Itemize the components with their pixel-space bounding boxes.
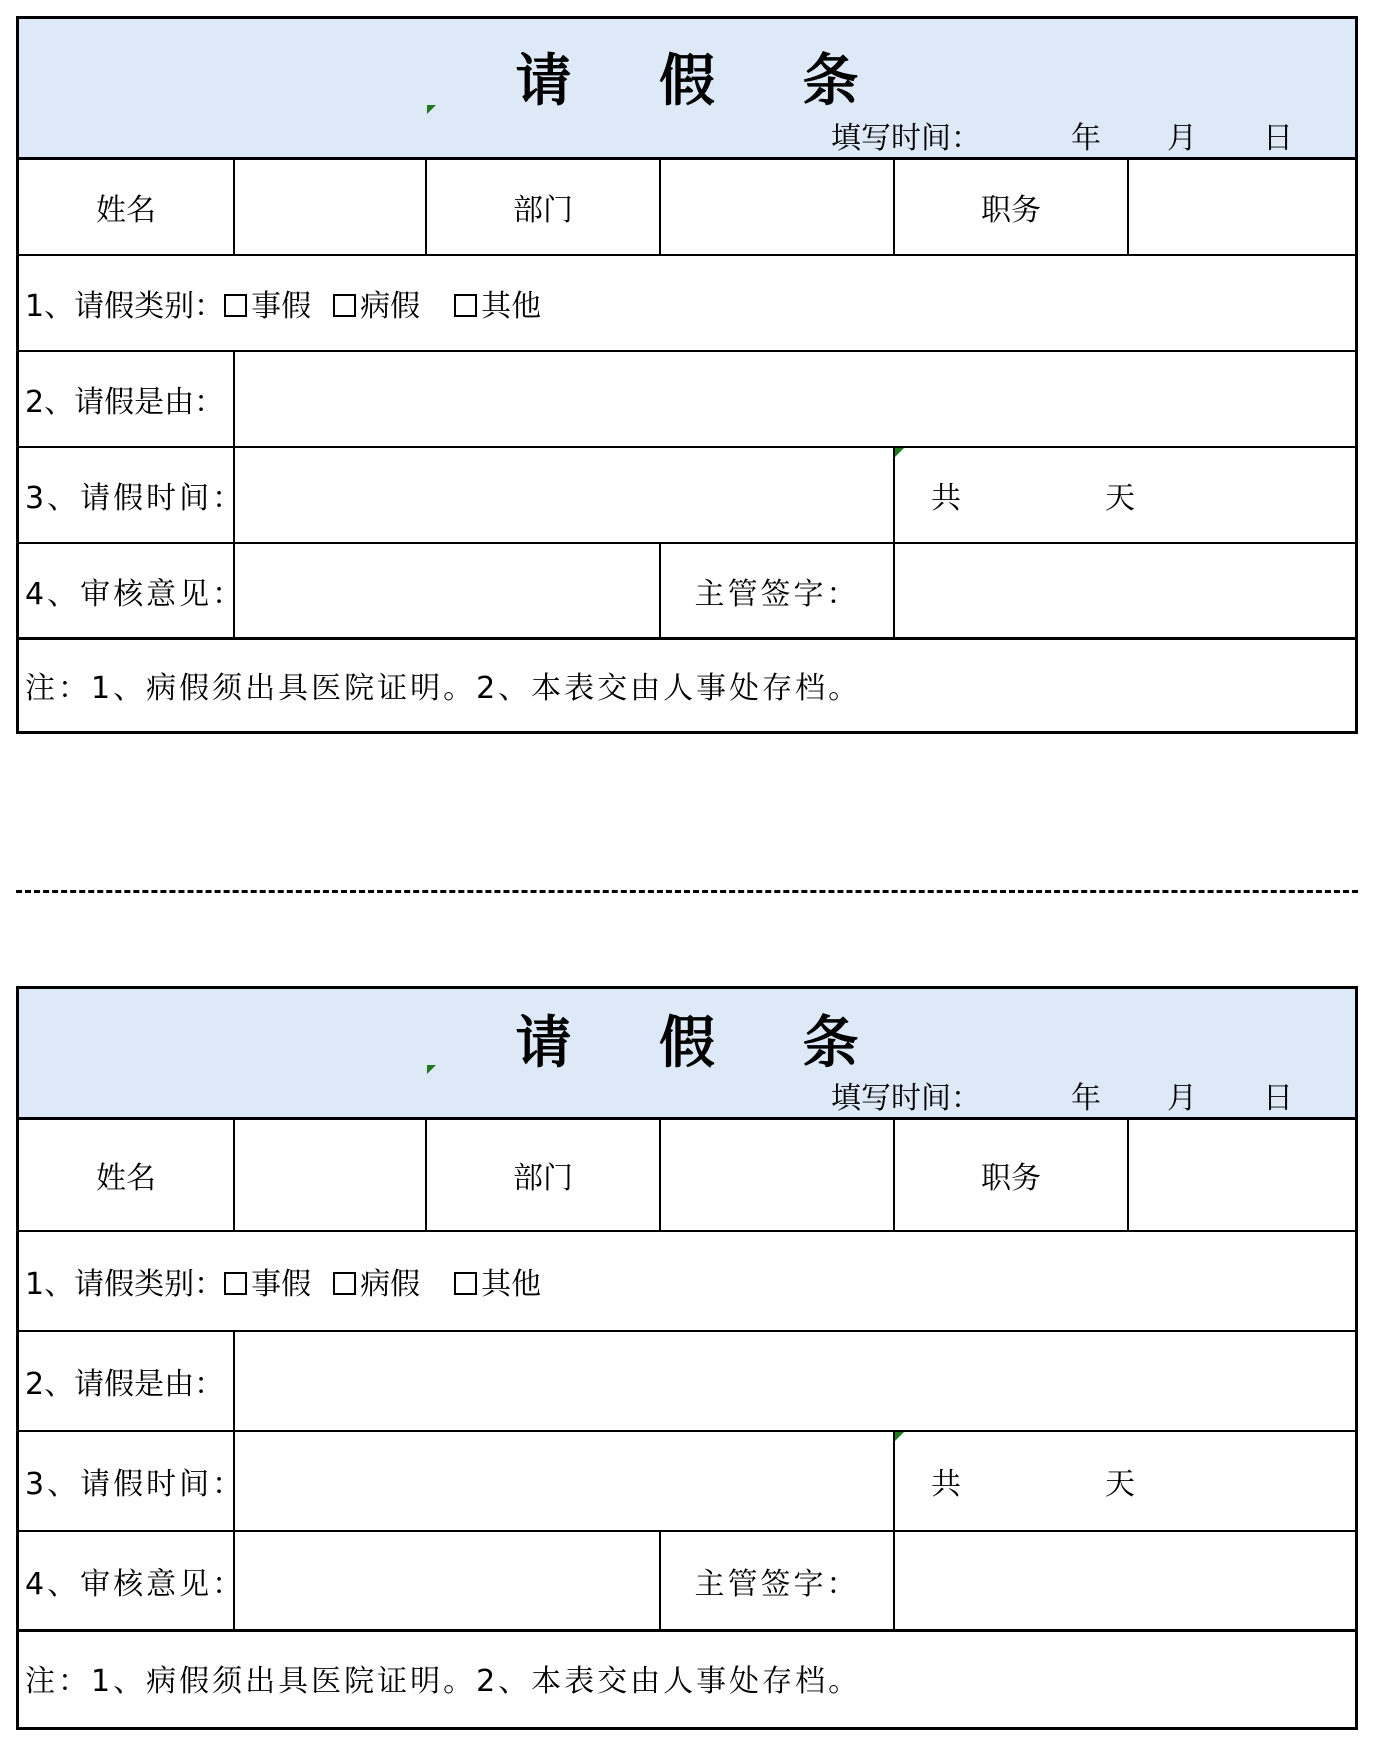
reason-field[interactable] [233,352,1355,446]
total-suffix: 天 [1105,481,1135,516]
fill-date [19,113,1355,156]
form-header [19,19,1355,160]
info-row [19,1120,1355,1232]
supervisor-signature-field[interactable] [893,544,1355,637]
leave-option-other-label: 其他 [481,289,542,324]
time-row [19,448,1355,544]
review-field[interactable] [233,544,659,637]
position-field[interactable] [1127,1120,1355,1230]
leave-option-sick[interactable] [333,281,420,325]
checkbox-icon[interactable] [454,294,477,317]
position-field[interactable] [1127,160,1355,254]
note-row [19,640,1355,730]
leave-option-sick[interactable] [333,1259,420,1303]
comment-marker-icon [895,448,904,457]
checkbox-icon[interactable] [333,294,356,317]
fill-date-day[interactable]: 日 [1263,1081,1293,1116]
info-row [19,160,1355,256]
fill-date-month[interactable]: 月 [1167,1081,1197,1116]
leave-form-bottom [16,986,1358,1730]
leave-option-personal[interactable] [224,281,311,325]
reason-row [19,1332,1355,1432]
time-field[interactable] [233,448,893,542]
time-label: 3、请假时间： [25,1467,246,1502]
leave-option-other[interactable] [454,1259,541,1303]
leave-option-personal-label: 事假 [251,1267,312,1302]
supervisor-label: 主管签字： [659,544,893,637]
leave-option-other-label: 其他 [481,1267,542,1302]
note-text: 注：1、病假须出具医院证明。2、本表交由人事处存档。 [25,1664,862,1699]
reason-row [19,352,1355,448]
leave-type-label: 1、请假类别： [25,1267,225,1302]
leave-option-sick-label: 病假 [360,1267,421,1302]
reason-field[interactable] [233,1332,1355,1430]
supervisor-label: 主管签字： [659,1532,893,1629]
fill-date-day[interactable]: 日 [1263,121,1293,156]
department-field[interactable] [659,160,893,254]
department-field[interactable] [659,1120,893,1230]
total-days [893,448,1355,542]
form-header [19,989,1355,1120]
review-field[interactable] [233,1532,659,1629]
leave-option-other[interactable] [454,281,541,325]
review-label: 4、审核意见： [25,576,246,612]
supervisor-signature-field[interactable] [893,1532,1355,1629]
time-label: 3、请假时间： [25,481,246,516]
leave-type-row [19,256,1355,352]
fill-date-label: 填写时间： [831,1081,981,1116]
checkbox-icon[interactable] [224,294,247,317]
checkbox-icon[interactable] [454,1272,477,1295]
fill-date-label: 填写时间： [831,121,981,156]
name-field[interactable] [233,1120,425,1230]
review-row [19,1532,1355,1632]
comment-marker-icon [895,1432,904,1441]
leave-option-personal-label: 事假 [251,289,312,324]
department-label: 部门 [425,160,659,254]
position-label: 职务 [893,160,1127,254]
total-suffix: 天 [1105,1467,1135,1502]
leave-form-top [16,16,1358,734]
leave-type-cell [19,1232,1355,1330]
fill-date-year[interactable]: 年 [1071,1081,1101,1116]
review-label: 4、审核意见： [25,1566,246,1602]
total-prefix: 共 [931,481,961,516]
form-title: 请 假 条 [515,1011,893,1076]
leave-type-label: 1、请假类别： [25,289,225,324]
leave-option-personal[interactable] [224,1259,311,1303]
leave-type-row [19,1232,1355,1332]
department-label: 部门 [425,1120,659,1230]
checkbox-icon[interactable] [333,1272,356,1295]
leave-option-sick-label: 病假 [360,289,421,324]
reason-label: 2、请假是由： [25,385,225,420]
fill-date [19,1073,1355,1116]
review-row [19,544,1355,640]
total-prefix: 共 [931,1467,961,1502]
note-row [19,1632,1355,1724]
time-field[interactable] [233,1432,893,1530]
name-field[interactable] [233,160,425,254]
name-label: 姓名 [96,193,156,228]
note-text: 注：1、病假须出具医院证明。2、本表交由人事处存档。 [25,671,862,706]
time-row [19,1432,1355,1532]
fill-date-month[interactable]: 月 [1167,121,1197,156]
position-label: 职务 [893,1120,1127,1230]
fill-date-year[interactable]: 年 [1071,121,1101,156]
form-title: 请 假 条 [515,49,893,114]
leave-type-cell [19,256,1355,350]
reason-label: 2、请假是由： [25,1367,225,1402]
name-label: 姓名 [96,1161,156,1196]
total-days [893,1432,1355,1530]
cut-line [16,890,1358,893]
checkbox-icon[interactable] [224,1272,247,1295]
